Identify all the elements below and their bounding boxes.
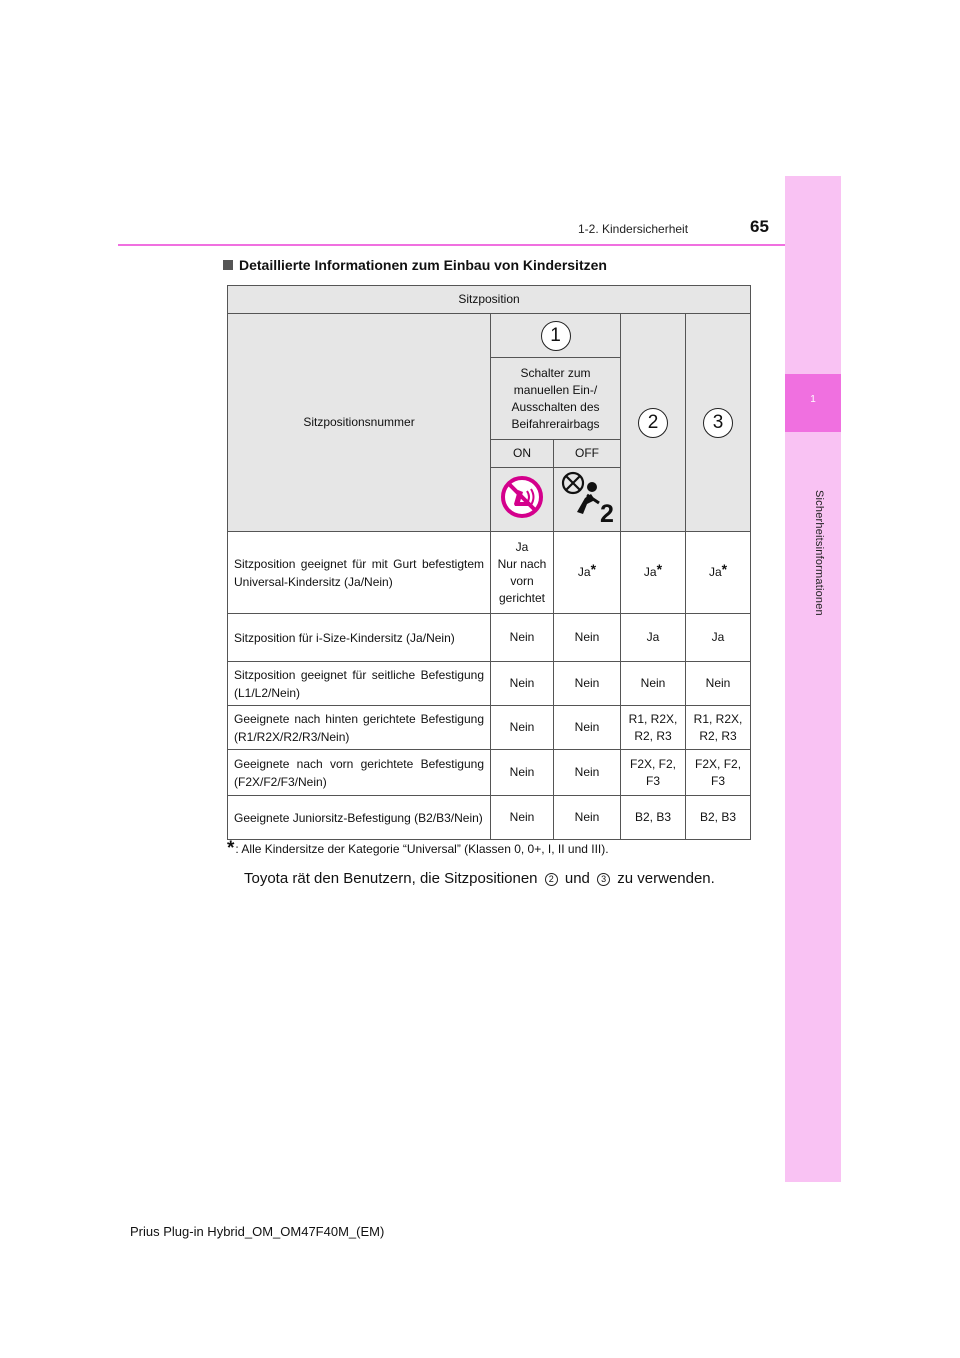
row-rearward-c4: R1, R2X, R2, R3: [686, 706, 751, 750]
airbag-off-child-seat-icon: [500, 475, 544, 519]
row-isize-c1: Nein: [491, 614, 554, 662]
svg-text:2: 2: [600, 500, 614, 524]
row-lateral-c2: Nein: [554, 662, 621, 706]
row-lateral-c4: Nein: [686, 662, 751, 706]
position-2-number: 2: [638, 408, 668, 438]
footnote: [227, 838, 609, 859]
row-isize-c3: Ja: [621, 614, 686, 662]
row-booster-c1: Nein: [491, 796, 554, 840]
row-label-seat-number: Sitzpositionsnummer: [228, 314, 491, 532]
recommendation: [244, 870, 715, 887]
recommendation-middle: und: [564, 870, 590, 887]
row-lateral-label: Sitzposition geeignet für seitliche Befestigung (L1/L2/Nein): [228, 662, 491, 706]
header-seat-position: Sitzposition: [228, 286, 751, 314]
row-forward-c3: F2X, F2, F3: [621, 750, 686, 796]
passenger-airbag-off-icon: [559, 470, 615, 524]
recommendation-after: zu verwenden.: [617, 870, 715, 887]
row-booster-c4: B2, B3: [686, 796, 751, 840]
row-rearward-c1: Nein: [491, 706, 554, 750]
position-1-number: 1: [541, 321, 571, 351]
footnote-mark: *: [590, 561, 597, 577]
row-universal-c4-value: Ja: [708, 565, 722, 579]
section-heading: [223, 257, 607, 273]
row-rearward-label: Geeignete nach hinten gerichtete Befestigung (R1/R2X/R2/R3/Nein): [228, 706, 491, 750]
recommendation-position-b: 3: [597, 873, 610, 886]
switch-on: ON: [491, 440, 554, 468]
child-seat-table: [227, 285, 751, 840]
row-rearward-c3: R1, R2X, R2, R3: [621, 706, 686, 750]
row-forward-c1: Nein: [491, 750, 554, 796]
footnote-star: *: [227, 838, 235, 859]
section-title: 1-2. Kindersicherheit: [578, 222, 689, 236]
off-icon-cell: [554, 468, 621, 532]
on-icon-cell: [491, 468, 554, 532]
airbag-switch-label: Schalter zum manuellen Ein-/ Ausschalten des Beifahrerairbags: [491, 358, 621, 440]
row-lateral-c3: Nein: [621, 662, 686, 706]
row-universal-c1: [491, 532, 554, 614]
row-universal-c4: [686, 532, 751, 614]
position-1-cell: [491, 314, 621, 358]
row-isize-label: Sitzposition für i-Size-Kindersitz (Ja/Nein): [228, 614, 491, 662]
switch-off: OFF: [554, 440, 621, 468]
row-universal-c1-value: Ja: [515, 539, 529, 554]
footnote-mark: *: [721, 561, 728, 577]
footnote-mark: *: [656, 561, 663, 577]
row-universal-c3: [621, 532, 686, 614]
row-booster-c3: B2, B3: [621, 796, 686, 840]
chapter-number: 1: [810, 394, 816, 405]
page-number: 65: [750, 217, 769, 236]
recommendation-before: Toyota rät den Benutzern, die Sitzpositionen: [244, 870, 538, 887]
row-booster-c2: Nein: [554, 796, 621, 840]
row-universal-c3-value: Ja: [643, 565, 657, 579]
row-lateral-c1: Nein: [491, 662, 554, 706]
heading-square-icon: [223, 260, 233, 270]
row-forward-c2: Nein: [554, 750, 621, 796]
heading-text: Detaillierte Informationen zum Einbau von Kindersitzen: [239, 257, 607, 273]
row-isize-c2: Nein: [554, 614, 621, 662]
header-rule: [118, 244, 785, 246]
recommendation-position-a: 2: [545, 873, 558, 886]
row-isize-c4: Ja: [686, 614, 751, 662]
row-forward-label: Geeignete nach vorn gerichtete Befestigung (F2X/F2/F3/Nein): [228, 750, 491, 796]
document-footer: Prius Plug-in Hybrid_OM_OM47F40M_(EM): [130, 1224, 385, 1239]
chapter-side-tab: [785, 176, 841, 1182]
row-booster-label: Geeignete Juniorsitz-Befestigung (B2/B3/Nein): [228, 796, 491, 840]
footnote-text: : Alle Kindersitze der Kategorie “Universal” (Klassen 0, 0+, I, II und III).: [235, 842, 609, 856]
row-universal-c2: [554, 532, 621, 614]
row-universal-c2-value: Ja: [577, 565, 591, 579]
position-3-number: 3: [703, 408, 733, 438]
row-rearward-c2: Nein: [554, 706, 621, 750]
row-universal-label: Sitzposition geeignet für mit Gurt befestigtem Universal-Kindersitz (Ja/Nein): [228, 532, 491, 614]
position-2-cell: [621, 314, 686, 532]
position-3-cell: [686, 314, 751, 532]
row-universal-c1-note: Nur nach vorn gerichtet: [497, 556, 547, 605]
chapter-title: Sicherheitsinformationen: [813, 490, 825, 616]
row-forward-c4: F2X, F2, F3: [686, 750, 751, 796]
